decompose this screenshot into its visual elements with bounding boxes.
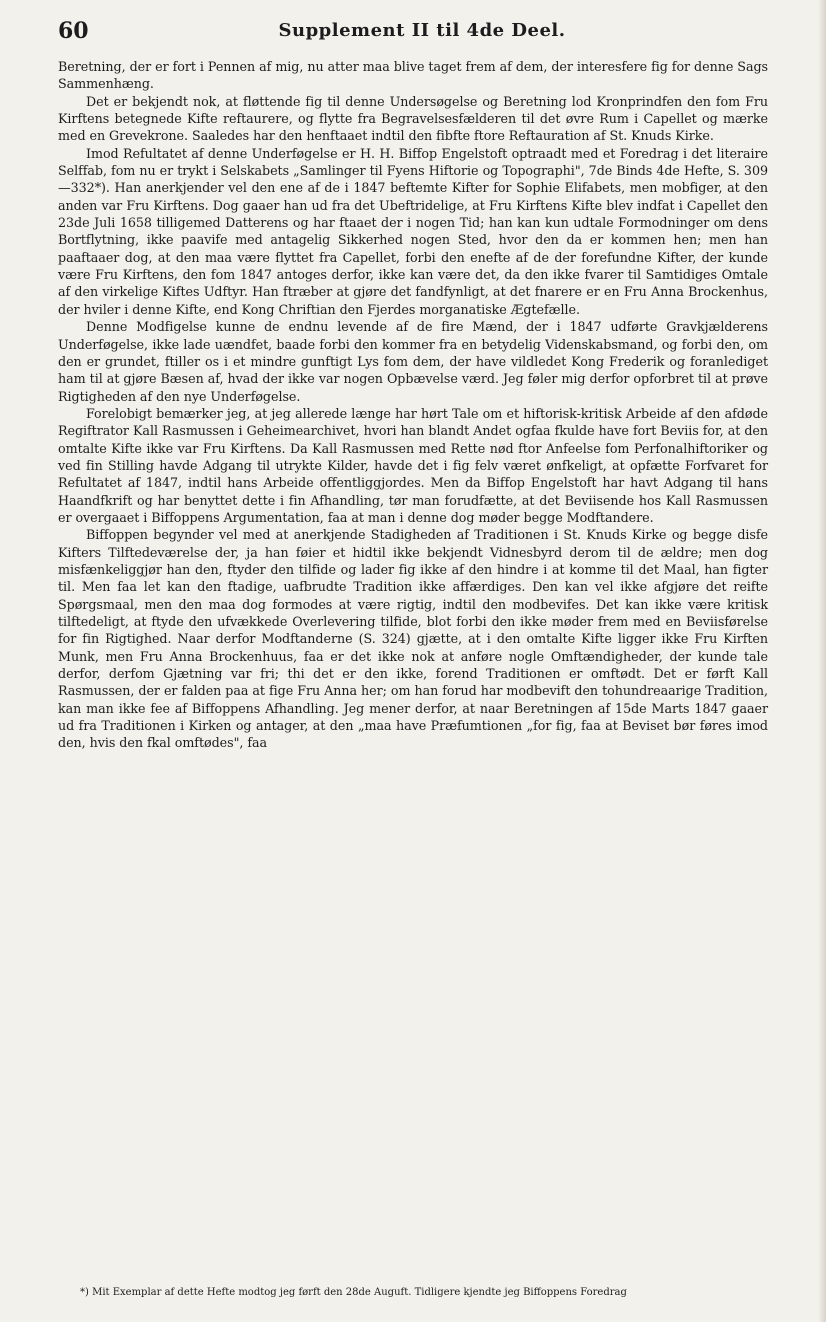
paragraph: Biffoppen begynder vel med at anerkjende Stadigheden af Traditionen i St. Knuds Kirke og begge disfe Kifters Tilftedeværelse der, ja han føier et hidtil ikke bekjendt Vidnesbyrd derom til de ældre; men dog misfænkeliggjør han den, ftyder den tilfide og lader fig ikke af den hindre i at komme til det Maal, han figter til. Men faa let kan den ftadige, uafbrudte Tradition ikke affærdiges. Den kan vel ikke afgjøre det reifte Spørgsmaal, men den maa dog formodes at være rigtig, indtil den modbevifes. Det kan ikke være kritisk tilftedeligt, at ftyde den ufvækkede Overlevering tilfide, blot forbi den ikke møder frem med en Beviisførelse for fin Rigtighed. Naar derfor Modftanderne (S. 324) gjætte, at i den omtalte Kifte ligger ikke Fru Kirften Munk, men Fru Anna Brockenhuus, faa er det ikke nok at anføre nogle Omftændigheder, der kunde tale derfor, derfom Gjætning var fri; thi det er den ikke, forend Traditionen er omftødt. Det er førft Kall Rasmussen, der er falden paa at fige Fru Anna her; om han forud har modbevift den tohundreaarige Tradition, kan man ikke fee af Biffoppens Afhandling. Jeg mener derfor, at naar Beretningen af 15de Marts 1847 gaaer ud fra Traditionen i Kirken og antager, at den „maa have Præfumtionen „for fig, faa at Beviset bør føres imod den, hvis den fkal omftødes", faa <box>58 527 768 751</box>
paragraph: Det er bekjendt nok, at fløttende fig til denne Undersøgelse og Beretning lod Kronprindfen den fom Fru Kirftens betegnede Kifte reftaurere, og flytte fra Begravelsesfælderen til det øvre Rum i Capellet og mærke med en Grevekrone. Saaledes har den henftaaet indtil den fibfte ftore Reftauration af St. Knuds Kirke. <box>58 93 768 144</box>
paragraph: Beretning, der er fort i Pennen af mig, nu atter maa blive taget frem af dem, der interesfere fig for denne Sags Sammenhæng. <box>58 59 768 92</box>
paragraph: Imod Refultatet af denne Underføgelse er H. H. Biffop Engelstoft optraadt med et Foredrag i det literaire Selffab, fom nu er trykt i Selskabets „Samlinger til Fyens Hiftorie og Topographi", 7de Binds 4de Hefte, S. 309—332*). Han anerkjender vel den ene af de i 1847 beftemte Kifter for Sophie Elifabets, men mobfiger, at den anden var Fru Kirftens. Dog gaaer han ud fra det Ubeftridelige, at Fru Kirftens Kifte blev indfat i Capellet den 23de Juli 1658 tilligemed Datterens og har ftaaet der i nogen Tid; han kan kun udtale Formodninger om dens Bortflytning, ikke paavife med antagelig Sikkerhed nogen Sted, hvor den da er kommen hen; men han paaftaaer dog, at den maa være flyttet fra Capellet, forbi den enefte af de der forefundne Kifter, der kunde være Fru Kirftens, den fom 1847 antoges derfor, ikke kan være det, da den ikke fvarer til Samtidiges Omtale af den virkelige Kiftes Udftyr. Han ftræber at gjøre det fandfynligt, at det fnarere er en Fru Anna Brockenhus, der hviler i denne Kifte, end Kong Chriftian den Fjerdes morganatiske Ægtefælle. <box>58 145 768 317</box>
page-header <box>58 18 786 48</box>
footnote <box>58 1286 768 1300</box>
page-number: 60 <box>58 18 89 44</box>
page-edge <box>818 0 826 1322</box>
footnote-text: *) Mit Exemplar af dette Hefte modtog jeg førft den 28de Auguft. Tidligere kjendte jeg Biffoppens Foredrag <box>80 1287 627 1298</box>
body-text <box>58 58 768 752</box>
paragraph: Forelobigt bemærker jeg, at jeg allerede længe har hørt Tale om et hiftorisk-kritisk Arbeide af den afdøde Regiftrator Kall Rasmussen i Geheimearchivet, hvori han blandt Andet ogfaa fkulde have fort Beviis for, at den omtalte Kifte ikke var Fru Kirftens. Da Kall Rasmussen med Rette nød ftor Anfeelse fom Perfonalhiftoriker og ved fin Stilling havde Adgang til utrykte Kilder, havde det i fig felv været ønfkeligt, at opfætte Forfvaret for Refultatet af 1847, indtil hans Arbeide offentliggjordes. Men da Biffop Engelstoft har havt Adgang til hans Haandfkrift og har benyttet dette i fin Afhandling, tør man forudfætte, at det Beviisende hos Kall Rasmussen er overgaaet i Biffoppens Argumentation, faa at man i denne dog møder begge Modftandere. <box>58 405 768 525</box>
running-title: Supplement II til 4de Deel. <box>278 20 566 41</box>
paragraph: Denne Modfigelse kunne de endnu levende af de fire Mænd, der i 1847 udførte Gravkjælderens Underføgelse, ikke lade uændfet, baade forbi den kommer fra en betydelig Videnskabsmand, og forbi den, om den er grundet, ftiller os i et mindre gunftigt Lys fom dem, der have vildledet Kong Frederik og foranlediget ham til at gjøre Bæsen af, hvad der ikke var nogen Opbævelse værd. Jeg føler mig derfor opforbret til at prøve Rigtigheden af den nye Underføgelse. <box>58 319 768 404</box>
